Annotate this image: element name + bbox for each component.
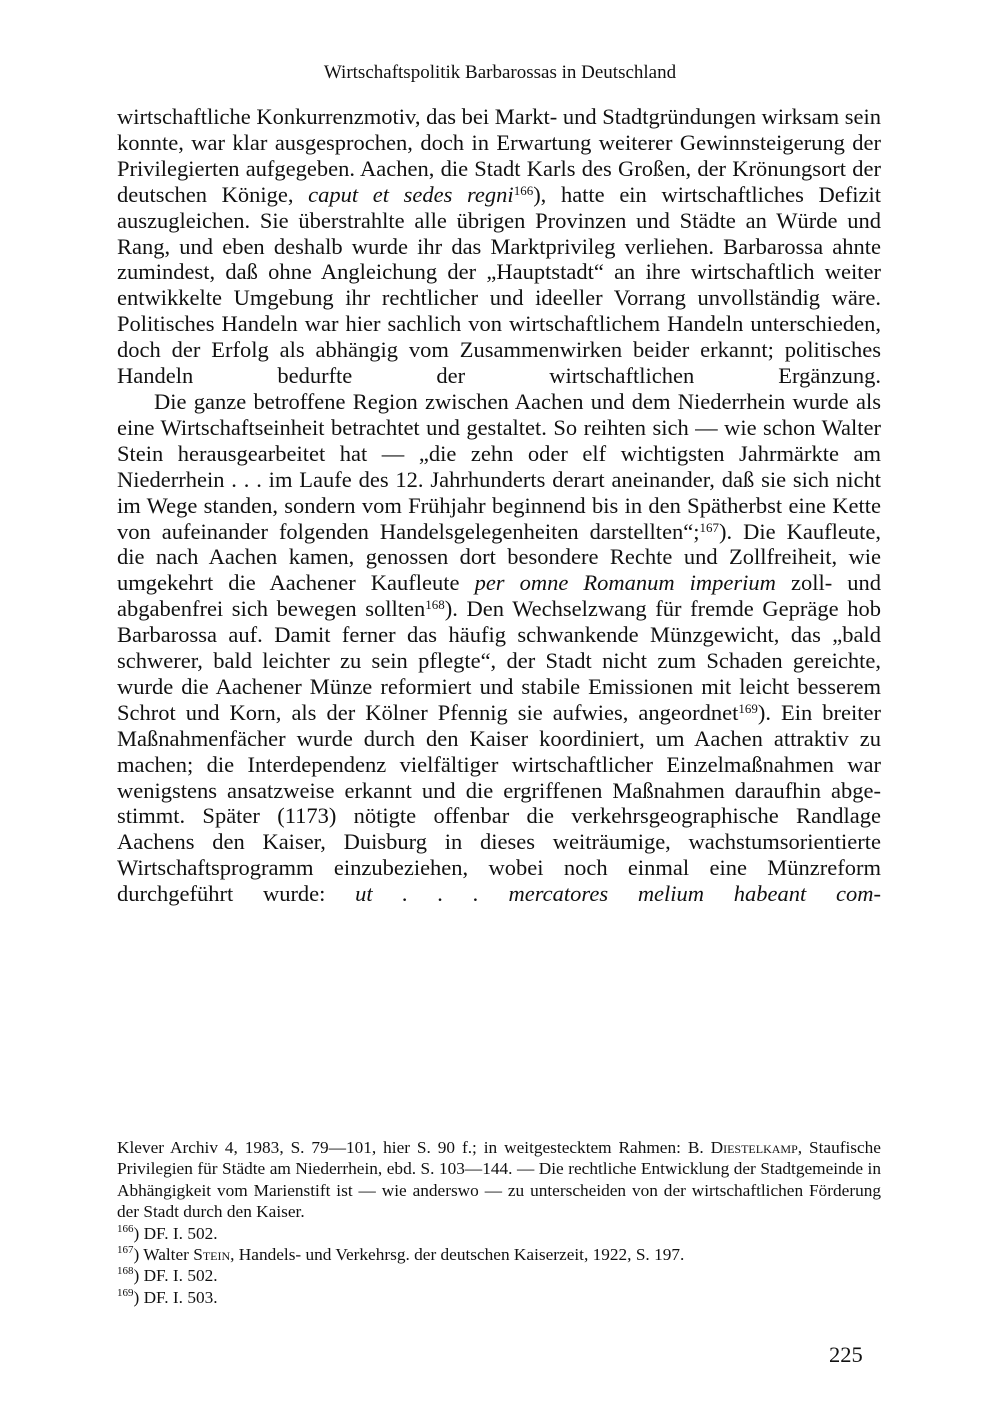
footnote-169: $^{169}$) DF. I. 503.: [117, 1287, 218, 1307]
footnote-mark: 169: [117, 1287, 134, 1300]
latin-quote: ut . . . mercatores melium habeant com-: [355, 881, 881, 907]
main-text: [117, 104, 881, 907]
footnote-167: $^{167}$) Walter Stein, Handels- und Verkehrsg. der deutschen Kaiserzeit, 1922, S. 197.: [117, 1244, 685, 1265]
author-name: Stein: [193, 1245, 231, 1265]
footnotes: [117, 1137, 881, 1308]
paragraph-2: Die ganze betroffene Region zwischen Aachen und dem Niederrhein wurde als eine Wirtschaftseinheit betrachtet und gestaltet. So reihten sich — wie schon Walter Stein herausgearbeitet hat — „die zehn oder elf wichtigsten Jahrmärkte am Niederrhein . . . im Laufe des 12. Jahrhunderts derart aneinander, daß sie sich nicht im Wege standen, sondern vom Frühjahr beginnend bis in den Spätherbst eine Kette von aufeinander folgenden Handelsgelegenheiten darstellten“;$^{167}$). Die Kaufleute, die nach Aachen kamen, genossen dort besondere Rechte und Zollfreiheit, wie umgekehrt die Aachener Kaufleute per omne Romanum imperium zoll- und abgabenfrei sich bewegen sollten$^{168}$). Den Wechselzwang für fremde Gepräge hob Barbarossa auf. Damit ferner das häufig schwankende Münzgewicht, das „bald schwerer, bald leichter zu sein pflegte“, der Stadt nicht zum Schaden gereichte, wurde die Aachener Münze reformiert und stabile Emissionen mit leicht besserem Schrot und Korn, als der Kölner Pfennig sie aufwies, angeordnet$^{169}$). Ein breiter Maßnahmenfächer wurde durch den Kaiser koordiniert, um Aachen attraktiv zu machen; die Interdependenz vielfältiger wirtschaftlicher Einzelmaßnahmen war wenigstens ansatzweise erkannt und die ergriffenen Maßnahmen daraufhin abgestimmt. Später (1173) nötigte offenbar die verkehrsgeographische Randlage Aachens den Kaiser, Duisburg in dieses weiträumige, wachstumsorientierte Wirtschaftsprogramm einzubeziehen, wobei noch einmal eine Münzreform durchgeführt wurde: ut . . . mercatores melium habeant com-: [117, 388, 882, 907]
footnote-ref-166[interactable]: 166: [513, 182, 534, 198]
latin-phrase: per omne Romanum imperium: [474, 570, 776, 596]
footnote-ref-168[interactable]: 168: [425, 597, 445, 613]
footnote-168: $^{168}$) DF. I. 502.: [117, 1265, 218, 1286]
running-head: Wirtschaftspolitik Barbarossas in Deutschland: [323, 62, 677, 83]
footnote-ref-169[interactable]: 169: [738, 700, 758, 716]
latin-phrase: caput et sedes regni: [308, 181, 514, 207]
footnote-mark: 168: [117, 1265, 134, 1278]
footnote-mark: 167: [117, 1244, 134, 1257]
page-number: 225: [829, 1342, 863, 1367]
paragraph-1: wirtschaftliche Konkurrenzmotiv, das bei Markt- und Stadtgründungen wirksam sein konnte, war klar ausgesprochen, doch in Erwartung weiterer Gewinnsteigerung der Privilegierten aufgegeben. Aachen, die Stadt Karls des Großen, der Krönungsort der deutschen Könige, caput et sedes regni$^{166}$), hatte ein wirtschaftliches Defizit auszugleichen. Sie überstrahlte alle übrigen Provinzen und Städte an Würde und Rang, und eben deshalb wurde ihr das Marktprivileg verliehen. Barbarossa ahnte zumindest, daß ohne Angleichung der „Hauptstadt“ an ihre wirtschaftlich weiter entwikkelte Umgebung ihr rechtlicher und ideeller Vorrang unvollständig wäre. Politisches Handeln war hier sachlich von wirtschaftlichem Handeln unterschieden, doch der Erfolg als abhängig vom Zusammenwirken beider erkannt; politisches Handeln bedurfte der wirtschaftlichen Ergänzung.: [117, 104, 882, 389]
footnote-continuation: Klever Archiv 4, 1983, S. 79—101, hier S. 90 f.; in weitgestecktem Rahmen: B. Diestelkamp, Staufische Privilegien für Städte am Niederrhein, ebd. S. 103—144. — Die rechtliche Entwicklung der Stadtgemeinde in Abhängigkeit vom Marienstift ist — wie anderswo — zu unterscheiden von der wirtschaftlichen Förderung der Stadt durch den Kaiser.: [117, 1138, 881, 1222]
footnote-ref-167[interactable]: 167: [699, 519, 720, 535]
footnote-mark: 166: [117, 1222, 134, 1235]
author-name: Diestelkamp: [710, 1138, 798, 1157]
footnote-166: $^{166}$) DF. I. 502.: [117, 1222, 218, 1243]
